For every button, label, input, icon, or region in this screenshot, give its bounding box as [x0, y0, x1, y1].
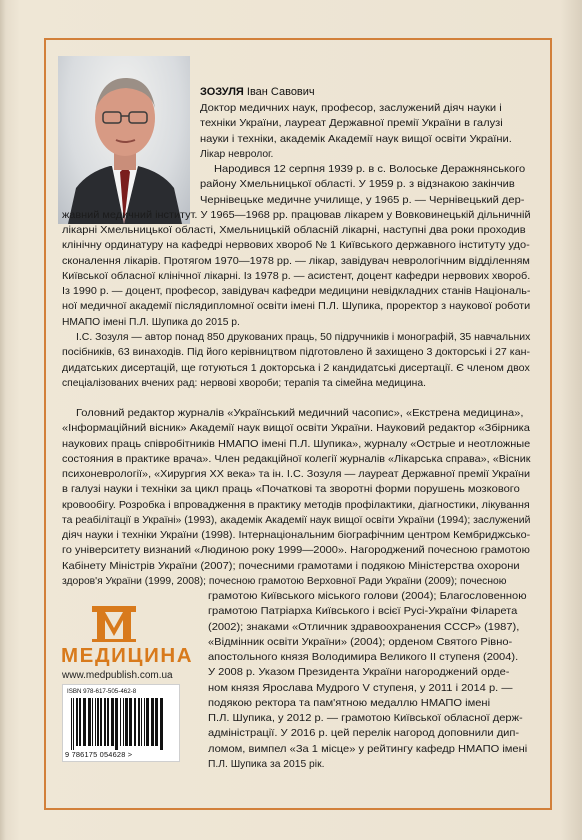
barcode-bar	[138, 698, 140, 746]
barcode-digits: 9 786175 054628 >	[65, 750, 133, 759]
author-portrait-image	[58, 56, 190, 224]
barcode-bar	[129, 698, 132, 746]
barcode-bar	[141, 698, 142, 746]
biography-line: Головний редактор журналів «Український медичний часопис», «Екстрена медицина»,	[76, 408, 524, 419]
barcode-icon	[71, 698, 173, 750]
biography-line: «Відмінник освіти України» (2004); орденом Святого Рівно-	[208, 636, 513, 648]
biography-line: психоневрології», «Хирургия XX века» та ін. І.С. Зозуля — лауреат Державної премії України	[62, 469, 531, 480]
biography-line: грамотою Київського міського голови (2004); Благословенною	[208, 591, 527, 602]
biography-line: кровообігу. Розробка і впровадження в практику методів профілактики, діагностики, лікування	[62, 499, 530, 511]
isbn-text: ISBN 978-617-505-462-8	[67, 688, 137, 695]
biography-line: Кабінету Міністрів України (2007); почесними грамотами і подякою Міністерства охорони	[62, 560, 520, 572]
biography-line: сконалення лікарів. Протягом 1970—1978 рр. — лікар, завідувач неврологічним відділенням	[62, 255, 530, 267]
isbn-barcode	[62, 684, 180, 762]
barcode-bar	[107, 698, 109, 746]
biography-line: Народився 12 серпня 1939 р. в с. Волоське Деражнянського	[214, 164, 526, 175]
barcode-bar	[79, 698, 81, 746]
biography-line: ном князя Ярослава Мудрого V ступеня, у 2011 і 2014 р. —	[208, 682, 513, 694]
biography-line: спеціалізованих вчених рад: нервові хвороби; терапія та сімейна медицина.	[62, 377, 426, 389]
barcode-bar	[92, 698, 93, 746]
biography-line: жавний медичний інститут. У 1965—1968 рр. працював лікарем у Вовковинецькій дільничній	[62, 209, 531, 221]
barcode-bar	[97, 698, 99, 746]
biography-line: науки і техніки, академік Академії наук вищої освіти України.	[200, 133, 512, 145]
biography-line: П.Л. Шупика за 2015 рік.	[208, 758, 325, 770]
barcode-bar	[83, 698, 86, 746]
barcode-bar	[134, 698, 136, 746]
biography-line: П.Л. Шупика, у 2012 р. — грамотою Київської обласної держ-	[208, 713, 523, 724]
barcode-bar	[125, 698, 128, 746]
author-name	[200, 86, 315, 98]
biography-line: ломом, вимпел «За 1 місце» у рейтингу кафедр НМАПО імені	[208, 743, 528, 755]
author-surname: ЗОЗУЛЯ	[200, 86, 244, 98]
barcode-bar	[104, 698, 106, 746]
biography-line: дидатських дисертацій, ще готуються 1 докторська і 2 кандидатські дисертації. Є членом двох	[62, 362, 530, 374]
publisher-logo-icon	[92, 606, 136, 642]
biography-line: У 2008 р. Указом Президента України нагороджений орде-	[208, 667, 510, 679]
biography-line: ної медичної академії післядипломної освіти імені П.Л. Шупика, проректор з наукової роботи	[62, 301, 531, 313]
biography-line: (2002); знаками «Отличник здравоохранения СССР» (1987),	[208, 621, 520, 633]
barcode-bar	[71, 698, 72, 750]
publisher-name: МЕДИЦИНА	[61, 644, 194, 667]
biography-line: грамотою Патріарха Київського і всієї Русі-України Філарета	[208, 606, 518, 618]
biography-line: НМАПО імені П.Л. Шупика до 2015 р.	[62, 316, 240, 328]
barcode-bar	[120, 698, 121, 746]
biography-line: наукових праць співробітників НМАПО імені П.Л. Шупика», журналу «Острые и неотложные	[62, 438, 531, 450]
barcode-bar	[115, 698, 118, 750]
biography-line: району Хмельницької області. У 1959 р. з відзнакою закінчив	[200, 179, 515, 191]
publisher-website[interactable]: www.medpublish.com.ua	[62, 670, 173, 681]
biography-line: та реабілітації в Україні» (1993), академік Академії наук вищої освіти України (1994); заслужений	[62, 514, 531, 526]
biography-line: в галузі науки і техніки за цикл праць «Початкові та зворотні форми порушень мозкового	[62, 484, 520, 496]
biography-line: состояния в практике врача». Член редакційної колегії журналів «Лікарська справа», «Вісник	[62, 453, 531, 465]
biography-line: лікарні Хмельницької області, Хмельницькій обласній лікарні, наступні два роки проходив	[62, 225, 526, 236]
barcode-bar	[88, 698, 91, 746]
author-photo	[58, 56, 190, 224]
barcode-bar	[155, 698, 158, 746]
biography-line: Чернівецьке медичне училище, у 1965 р. — Чернівецький дер-	[200, 194, 525, 206]
biography-line: посібників, 63 винаходів. Під його керівництвом підготовлено й захищено 3 докторські і 27 кан-	[62, 347, 531, 359]
barcode-bar	[95, 698, 96, 746]
barcode-bar	[144, 698, 145, 746]
barcode-bar	[76, 698, 78, 746]
biography-line: клінічну ординатуру на кафедрі нервових хвороб № 1 Київського державного інституту удо-	[62, 240, 530, 252]
biography-line: Київської обласної клінічної лікарні. Із 1978 р. — асистент, доцент кафедри нервових хвороб.	[62, 270, 531, 282]
biography-line: го університету визнаний «Людиною року 1999—2000». Нагороджений почесною грамотою	[62, 545, 530, 557]
biography-line: адміністрації. У 2016 р. цей перелік нагород доповнили дип-	[208, 728, 520, 740]
barcode-bar	[151, 698, 154, 746]
biography-line: «Інформаційний вісник» Академії наук вищої освіти України. Науковий редактор «Збірника	[62, 423, 530, 435]
biography-line: здоров'я України (1999, 2008); почесною грамотою Верховної Ради України (2009); почесною	[62, 575, 507, 587]
author-given-names: Іван Савович	[243, 86, 315, 98]
barcode-bar	[73, 698, 74, 750]
biography-line: техніки України, лауреат Державної премії України в галузі	[200, 118, 503, 130]
biography-line: діяч науки і техніки України (1998). Інтернаціональним біографічним центром Кембриджсько-	[62, 530, 531, 541]
biography-line: подякою ректора та пам'ятною медаллю НМАПО імені	[208, 697, 491, 709]
barcode-bar	[160, 698, 163, 750]
barcode-bar	[100, 698, 102, 746]
biography-line: Доктор медичних наук, професор, заслужений діяч науки і	[200, 103, 502, 114]
barcode-bar	[111, 698, 114, 746]
biography-line: апостольного князя Володимира Великого II ступеня (2004).	[208, 652, 519, 663]
biography-line: Лікар невролог.	[200, 148, 274, 160]
barcode-bar	[123, 698, 124, 746]
barcode-bar	[146, 698, 149, 746]
biography-line: Із 1990 р. — доцент, професор, завідувач кафедри медицини невідкладних станів Національ-	[62, 286, 531, 297]
biography-line: І.С. Зозуля — автор понад 850 друкованих праць, 50 підручників і монографій, 35 навчальних	[76, 332, 531, 343]
